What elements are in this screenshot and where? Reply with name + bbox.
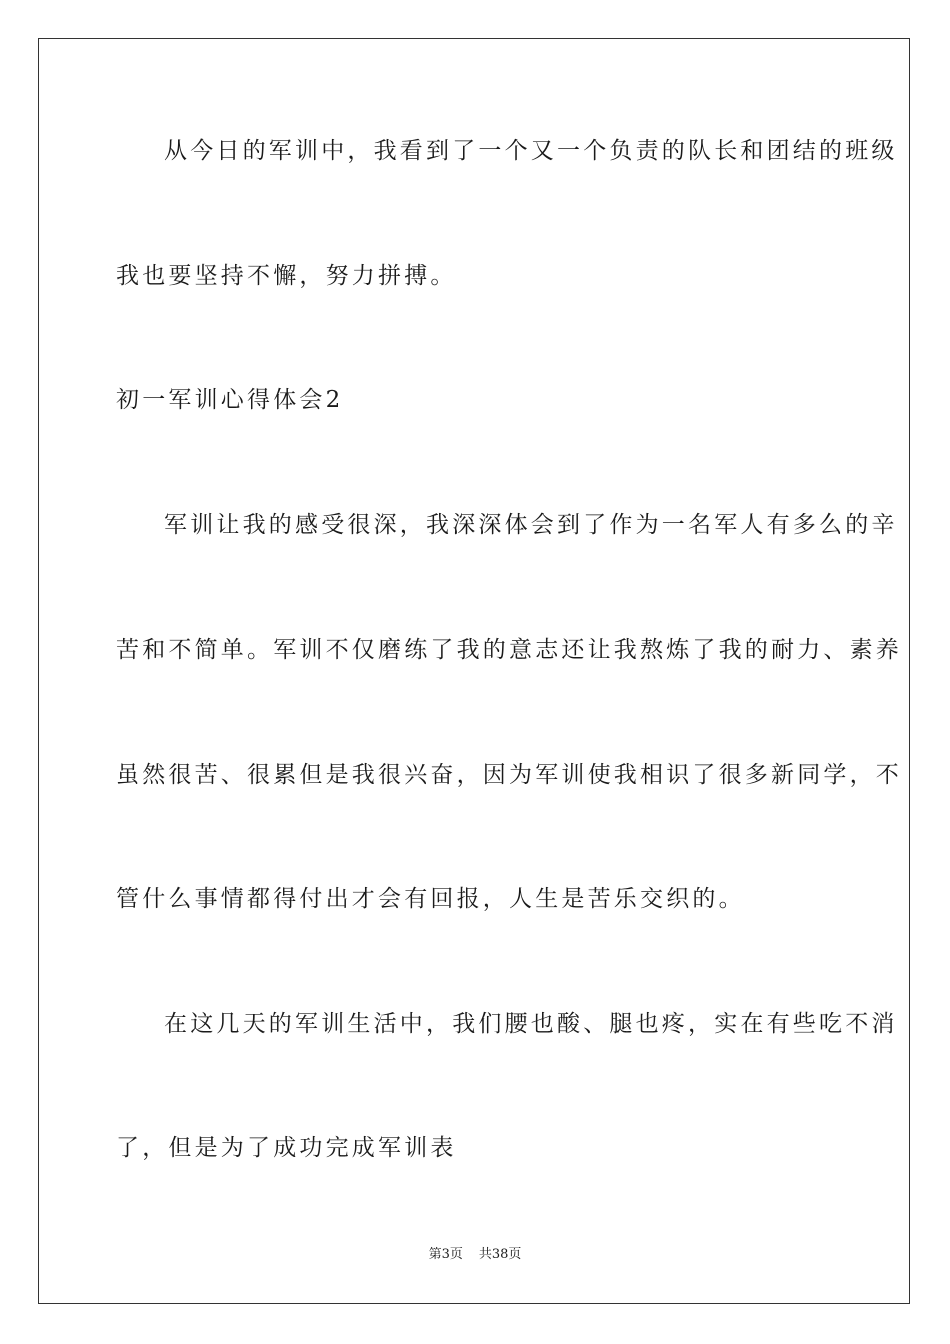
paragraph-line: 管什么事情都得付出才会有回报，人生是苦乐交织的。 [116,886,745,912]
paragraph-line: 军训让我的感受很深，我深深体会到了作为一名军人有多么的辛 [164,512,898,538]
page-number: 第3页 [428,1247,463,1262]
section-heading: 初一军训心得体会2 [116,387,344,413]
paragraph-line: 了，但是为了成功完成军训表 [116,1135,457,1161]
paragraph-line: 从今日的军训中，我看到了一个又一个负责的队长和团结的班级 [164,138,898,164]
paragraph-line: 在这几天的军训生活中，我们腰也酸、腿也疼，实在有些吃不消 [164,1011,898,1037]
page-total: 共38页 [478,1247,522,1262]
page-border [38,38,910,1304]
page-footer [0,1246,950,1264]
paragraph-line: 我也要坚持不懈，努力拼搏。 [116,263,457,289]
paragraph-line: 苦和不简单。军训不仅磨练了我的意志还让我熬炼了我的耐力、素养 [116,637,902,663]
paragraph-line: 虽然很苦、很累但是我很兴奋，因为军训使我相识了很多新同学，不 [116,762,902,788]
